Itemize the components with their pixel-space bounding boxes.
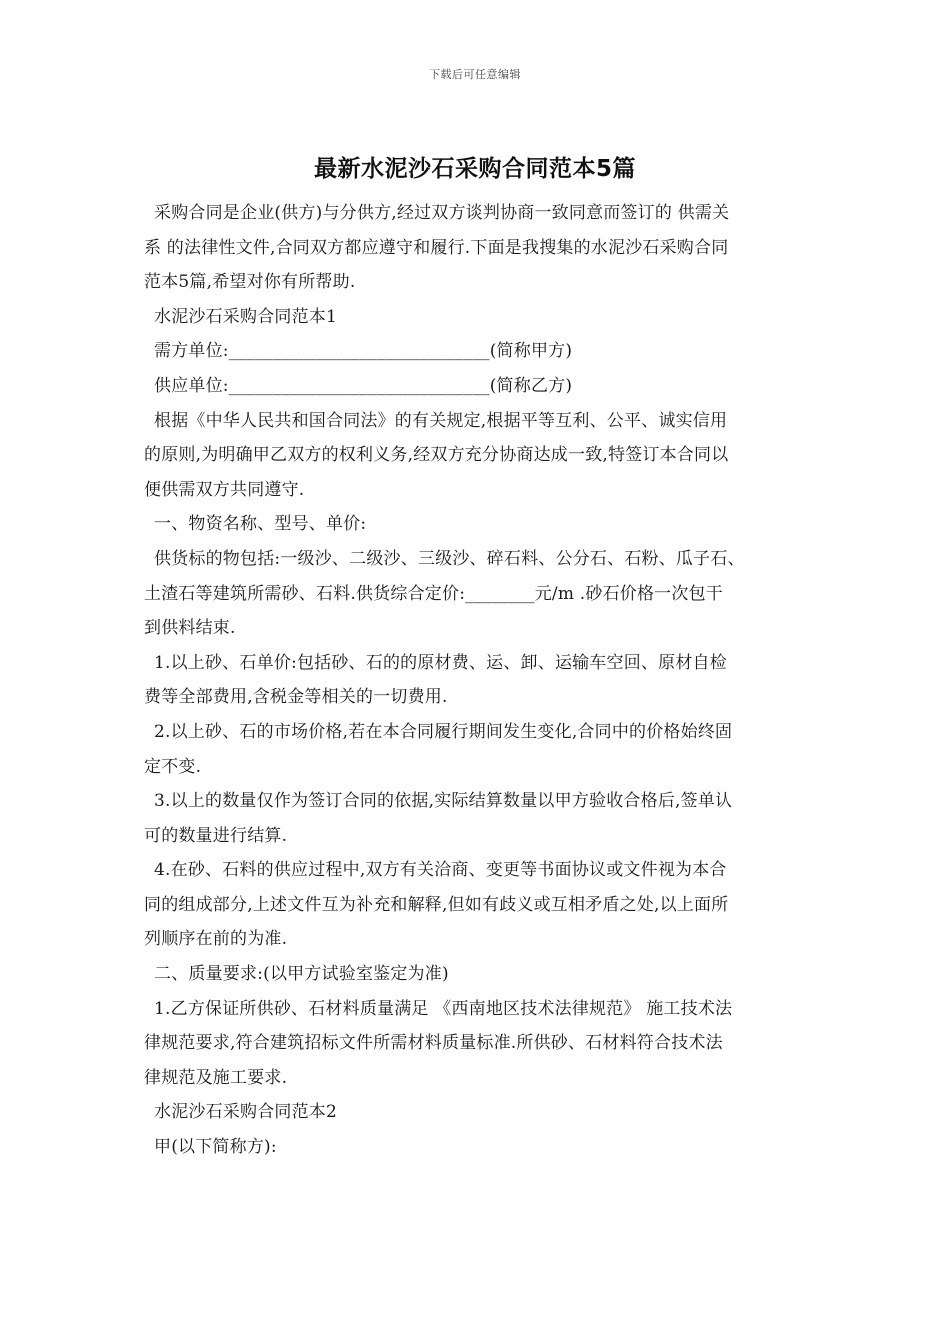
text-line: 系 的法律性文件,合同双方都应遵守和履行.下面是我搜集的水泥沙石采购合同: [144, 237, 729, 258]
text-line: 二、质量要求:(以甲方试验室鉴定为准): [154, 964, 449, 985]
text-line: 供应单位:______________________________(简称乙方): [154, 375, 573, 396]
text-line: 水泥沙石采购合同范本1: [154, 306, 338, 327]
text-line: 供货标的物包括:一级沙、二级沙、三级沙、碎石料、公分石、石粉、瓜子石、: [154, 548, 745, 569]
text-line: 定不变.: [144, 756, 202, 777]
text-line: 可的数量进行结算.: [144, 825, 288, 846]
text-line: 水泥沙石采购合同范本2: [154, 1102, 338, 1123]
text-line: 采购合同是企业(供方)与分供方,经过双方谈判协商一致同意而签订的 供需关: [154, 203, 730, 223]
text-line: 1.以上砂、石单价:包括砂、石的的原材费、运、卸、运输车空回、原材自检: [154, 652, 727, 673]
text-line: 范本5篇,希望对你有所帮助.: [144, 272, 356, 293]
text-line: 同的组成部分,上述文件互为补充和解释,但如有歧义或互相矛盾之处,以上面所: [144, 894, 729, 915]
text-line: 列顺序在前的为准.: [144, 929, 288, 950]
text-line: 律规范及施工要求.: [144, 1067, 288, 1088]
document-body: [144, 196, 812, 1165]
document-title: 最新水泥沙石采购合同范本5篇: [313, 156, 636, 182]
text-line: 的原则,为明确甲乙双方的权利义务,经双方充分协商达成一致,特签订本合同以: [144, 445, 729, 466]
text-line: 根据《中华人民共和国合同法》的有关规定,根据平等互利、公平、诚实信用: [154, 410, 728, 431]
text-line: 1.乙方保证所供砂、石材料质量满足 《西南地区技术法律规范》 施工技术法: [154, 998, 733, 1019]
text-line: 费等全部费用,含税金等相关的一切费用.: [144, 687, 448, 708]
text-line: 4.在砂、石料的供应过程中,双方有关洽商、变更等书面协议或文件视为本合: [154, 860, 727, 881]
text-line: 需方单位:______________________________(简称甲方): [154, 341, 573, 362]
header-note: 下载后可任意编辑: [429, 68, 521, 81]
text-line: 一、物资名称、型号、单价:: [154, 514, 367, 535]
text-line: 到供料结束.: [144, 618, 236, 639]
text-line: 3.以上的数量仅作为签订合同的依据,实际结算数量以甲方验收合格后,签单认: [154, 791, 733, 812]
text-line: 律规范要求,符合建筑招标文件所需材料质量标准.所供砂、石材料符合技术法: [144, 1033, 723, 1054]
text-line: 土渣石等建筑所需砂、石料.供货综合定价:________元/m .砂石价格一次包干: [144, 583, 723, 604]
text-line: 便供需双方共同遵守.: [144, 479, 305, 500]
text-line: 2.以上砂、石的市场价格,若在本合同履行期间发生变化,合同中的价格始终固: [154, 721, 733, 742]
text-line: 甲(以下简称方):: [154, 1137, 277, 1158]
